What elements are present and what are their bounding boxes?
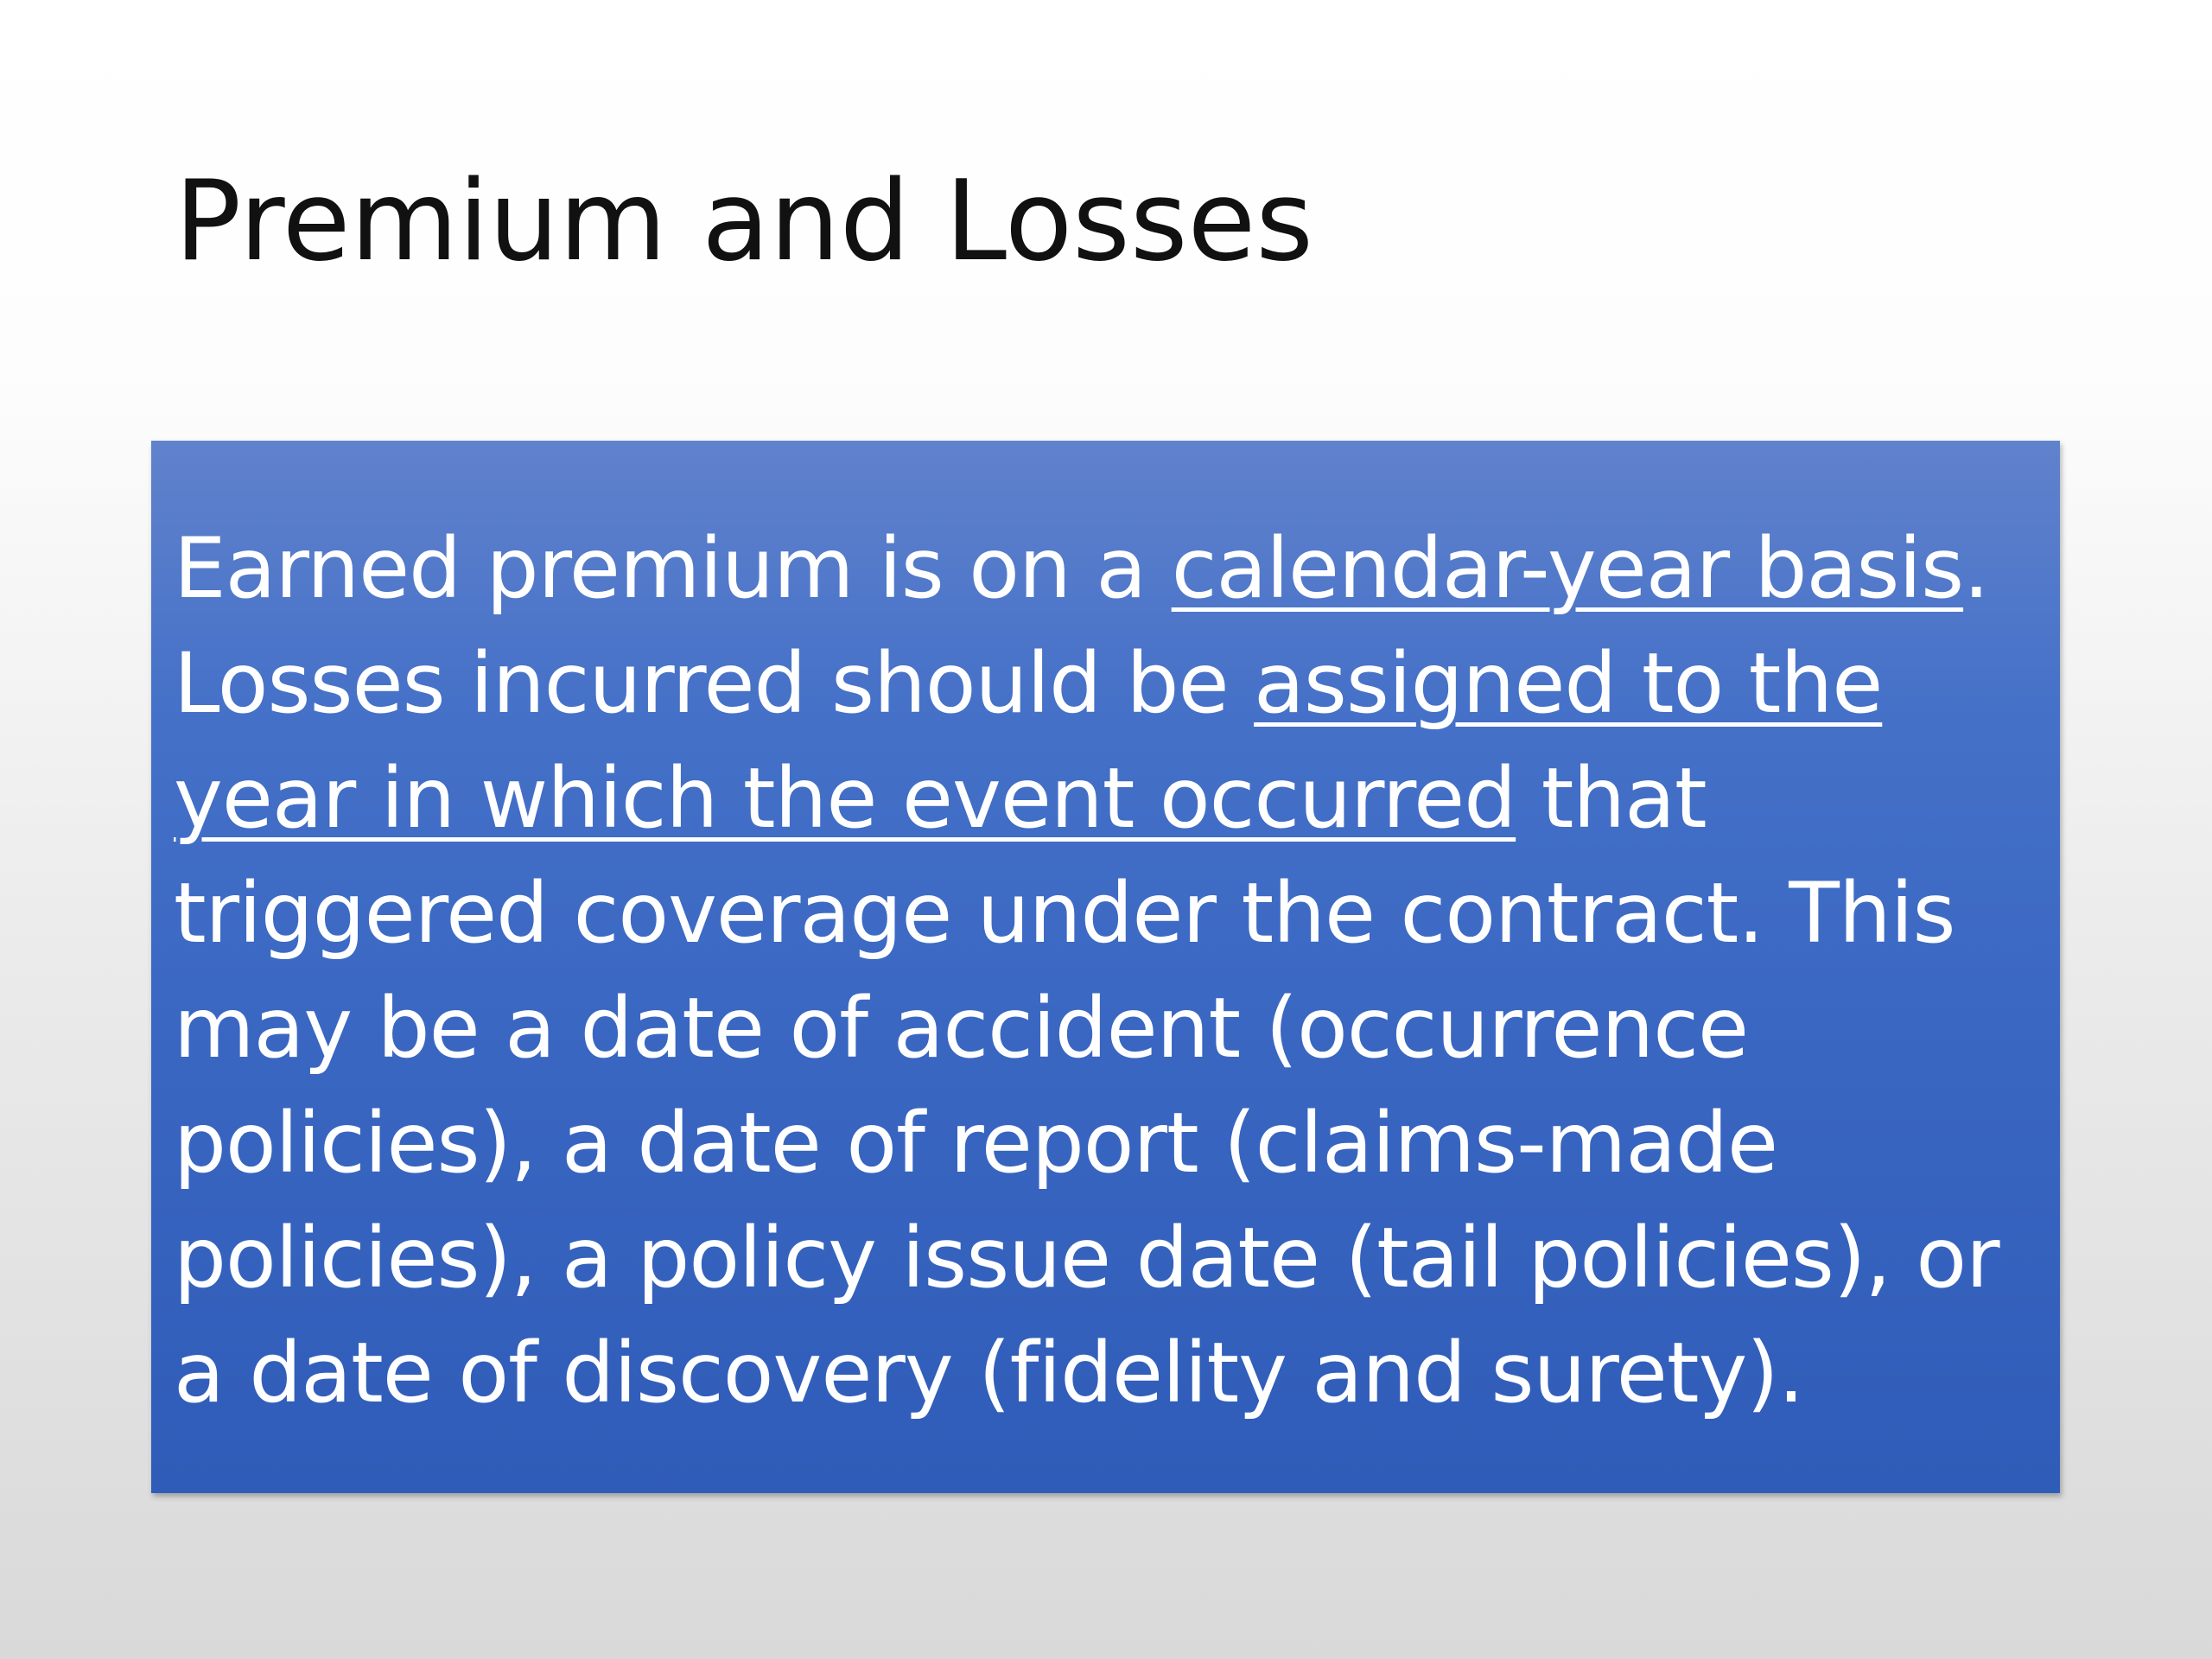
body-text-part-2: . Losses incurred should be [174,520,1989,732]
body-text [174,512,2049,1431]
body-text-part-3: that triggered coverage under the contract. This may be a date of accident (occurrence policies), a date of report (claims-made policies), a policy issue date (tail policies), or a date of discovery (fidelity and surety). [174,750,1999,1421]
content-box [151,441,2060,1493]
underlined-calendar-year-basis: calendar-year basis [1171,520,1964,617]
underlined-assigned-to-year: assigned to the year in which the event occurred [174,635,1883,847]
body-text-part-1: Earned premium is on a [174,520,1172,617]
slide-title: Premium and Losses [175,157,1313,286]
